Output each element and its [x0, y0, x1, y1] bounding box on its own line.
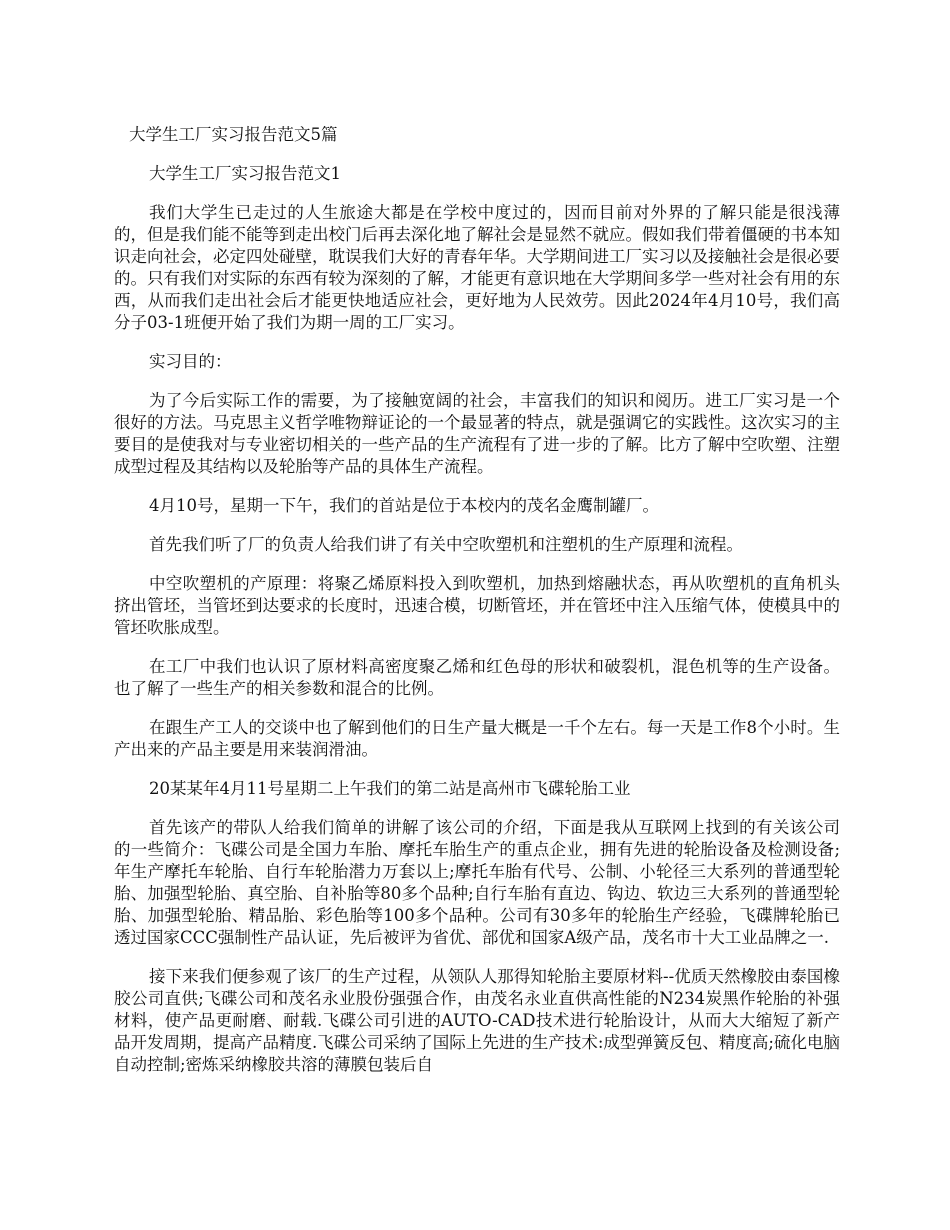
paragraph: 首先我们听了厂的负责人给我们讲了有关中空吹塑机和注塑机的生产原理和流程。 — [149, 535, 743, 554]
document-title: 大学生工厂实习报告范文5篇 — [129, 125, 338, 144]
section-heading: 大学生工厂实习报告范文1 — [149, 164, 341, 183]
paragraph: 中空吹塑机的产原理：将聚乙烯原料投入到吹塑机，加热到熔融状态，再从吹塑机的直角机头挤出管坯，当管坯到达要求的长度时，迅速合模，切断管坯，并在管坯中注入压缩气体，使模具中的管坯吹胀成型。 — [114, 574, 840, 637]
document-page — [114, 124, 840, 1093]
paragraph: 在工厂中我们也认识了原材料高密度聚乙烯和红色母的形状和破裂机，混色机等的生产设备。也了解了一些生产的相关参数和混合的比例。 — [114, 657, 840, 698]
paragraph: 20某某年4月11号星期二上午我们的第二站是高州市飞碟轮胎工业 — [149, 779, 631, 798]
paragraph: 在跟生产工人的交谈中也了解到他们的日生产量大概是一千个左右。每一天是工作8个小时。生产出来的产品主要是用来装润滑油。 — [114, 718, 840, 759]
paragraph: 我们大学生已走过的人生旅途大都是在学校中度过的，因而目前对外界的了解只能是很浅薄的，但是我们能不能等到走出校门后再去深化地了解社会是显然不就应。假如我们带着僵硬的书本知识走向社会，必定四处碰壁，耽误我们大好的青春年华。大学期间进工厂实习以及接触社会是很必要的。只有我们对实际的东西有较为深刻的了解，才能更有意识地在大学期间多学一些对社会有用的东西，从而我们走出社会后才能更快地适应社会，更好地为人民效劳。因此2024年4月10号，我们高分子03-1班便开始了我们为期一周的工厂实习。 — [114, 203, 840, 332]
paragraph: 4月10号，星期一下午，我们的首站是位于本校内的茂名金鹰制罐厂。 — [149, 496, 659, 515]
paragraph: 接下来我们便参观了该厂的生产过程，从领队人那得知轮胎主要原材料--优质天然橡胶由泰国橡胶公司直供;飞碟公司和茂名永业股份强强合作，由茂名永业直供高性能的N234炭黑作轮胎的补强材料，使产品更耐磨、耐载.飞碟公司引进的AUTO-CAD技术进行轮胎设计，从而大大缩短了新产品开发周期，提高产品精度.飞碟公司采纳了国际上先进的生产技术:成型弹簧反包、精度高;硫化电脑自动控制;密炼采纳橡胶共溶的薄膜包装后自 — [114, 967, 840, 1074]
paragraph: 为了今后实际工作的需要，为了接触宽阔的社会，丰富我们的知识和阅历。进工厂实习是一个很好的方法。马克思主义哲学唯物辩证论的一个最显著的特点，就是强调它的实践性。这次实习的主要目的是使我对与专业密切相关的一些产品的生产流程有了进一步的了解。比方了解中空吹塑、注塑成型过程及其结构以及轮胎等产品的具体生产流程。 — [114, 391, 840, 476]
paragraph: 实习目的： — [149, 352, 232, 371]
paragraph: 首先该产的带队人给我们简单的讲解了该公司的介绍，下面是我从互联网上找到的有关该公司的一些简介：飞碟公司是全国力车胎、摩托车胎生产的重点企业，拥有先进的轮胎设备及检测设备;年生产摩托车轮胎、自行车轮胎潜力万套以上;摩托车胎有代号、公制、小轮径三大系列的普通型轮胎、加强型轮胎、真空胎、自补胎等80多个品种;自行车胎有直边、钩边、软边三大系列的普通型轮胎、加强型轮胎、精品胎、彩色胎等100多个品种。公司有30多年的轮胎生产经验，飞碟牌轮胎已透过国家CCC强制性产品认证，先后被评为省优、部优和国家A级产品，茂名市十大工业品牌之一. — [114, 818, 840, 947]
